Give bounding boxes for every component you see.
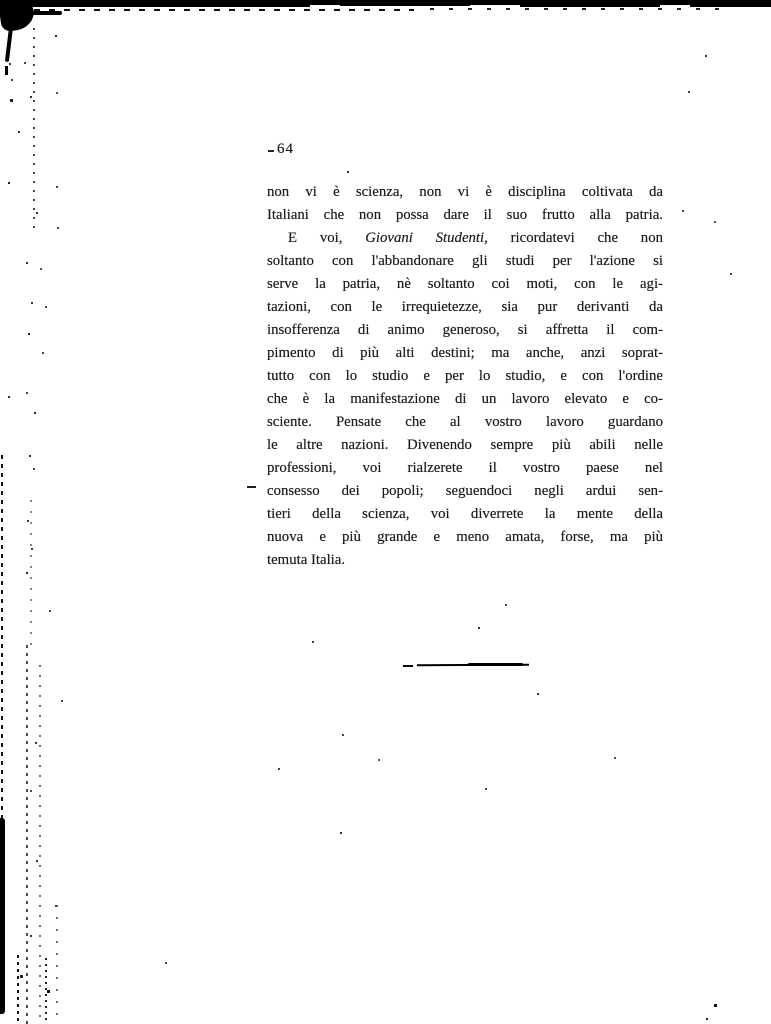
page-number: 64 — [277, 141, 294, 157]
scan-bottom-left-dots-1 — [17, 955, 19, 1024]
text-line: serve la patria, nè soltanto coi moti, con le agi- — [267, 276, 663, 292]
scan-speckles-large — [0, 0, 3, 3]
text-line: Italiani che non possa dare il suo frutto alla patria. — [267, 207, 663, 223]
scan-edge-top-dashes-1 — [34, 9, 414, 11]
scan-edge-top-ragged-4 — [690, 5, 771, 7]
scan-corner-tail — [5, 26, 13, 62]
text-line: tutto con lo studio e per lo studio, e con l'ordine — [267, 368, 663, 384]
text-line: le altre nazioni. Divenendo sempre più abili nelle — [267, 437, 663, 453]
text-run: E voi, — [288, 230, 366, 246]
text-block — [267, 181, 663, 572]
text-line: tazioni, con le irrequietezze, sia pur derivanti da — [267, 299, 663, 315]
text-line: tieri della scienza, voi diverrete la mente della — [267, 506, 663, 522]
scan-corner-tail-2 — [5, 66, 8, 75]
text-line: soltanto con l'abbandonare gli studi per l'azione si — [267, 253, 663, 269]
text-line: pimento di più alti destini; ma anche, anzi soprat- — [267, 345, 663, 361]
scan-edge-top-dashes-2 — [430, 8, 720, 10]
text-line: che è la manifestazione di un lavoro elevato e co- — [267, 391, 663, 407]
text-line-paragraph-start — [267, 227, 663, 250]
scan-binding-dotted-line-1 — [33, 28, 35, 233]
scan-binding-dotted-line-5 — [39, 665, 41, 1024]
section-divider-left-dash — [403, 665, 413, 667]
text-line: non vi è scienza, non vi è disciplina coltivata da — [267, 184, 663, 200]
scan-binding-edge-strip — [0, 818, 5, 1014]
text-line: professioni, voi rialzerete il vostro paese nel — [267, 460, 663, 476]
text-line-paragraph-end: temuta Italia. — [267, 552, 346, 568]
scan-edge-top-ragged-1 — [0, 4, 310, 7]
scan-binding-dotted-line-3 — [1, 455, 3, 820]
scan-edge-top-ragged-2 — [340, 4, 470, 6]
text-line: sciente. Pensate che al vostro lavoro guardano — [267, 414, 663, 430]
text-line: insofferenza di animo generoso, si affretta il com- — [267, 322, 663, 338]
scan-bottom-left-dots-2 — [45, 958, 47, 1024]
scan-binding-dotted-line-2 — [30, 500, 32, 650]
scan-corner-dash — [26, 11, 62, 15]
scan-margin-dash — [247, 486, 256, 488]
section-divider-thick-segment — [468, 663, 523, 666]
scan-bottom-left-dots-3 — [56, 905, 58, 1015]
emphasis-text: Giovani Studenti — [365, 230, 485, 246]
scan-binding-dotted-line-4 — [26, 645, 28, 1024]
scan-corner-ink-blob — [0, 0, 36, 32]
text-line: nuova e più grande e meno amata, forse, ma più — [267, 529, 663, 545]
scan-mark-before-page-number — [268, 150, 274, 152]
text-run: , ricordatevi che non — [484, 230, 663, 246]
scan-edge-top-ragged-3 — [520, 5, 660, 7]
text-line: consesso dei popoli; seguendoci negli ardui sen- — [267, 483, 663, 499]
